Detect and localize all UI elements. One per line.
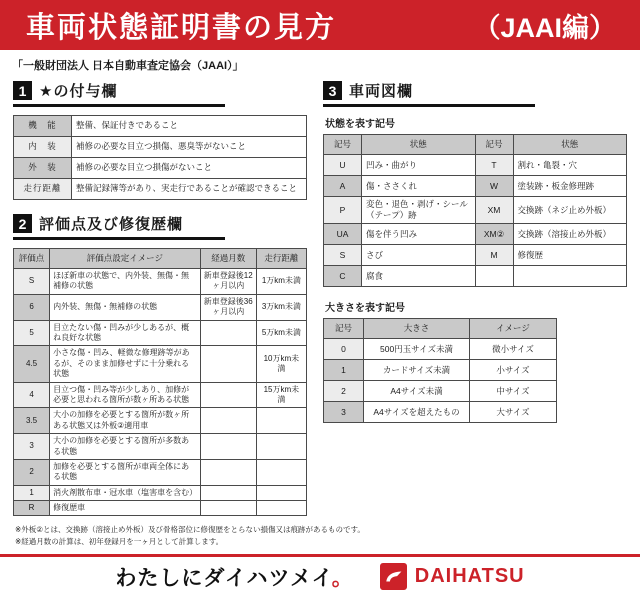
months-cell bbox=[200, 346, 256, 382]
symbol-cell: U bbox=[324, 155, 362, 176]
distance-cell bbox=[256, 459, 306, 485]
distance-cell: 3万km未満 bbox=[256, 294, 306, 320]
distance-cell bbox=[256, 434, 306, 460]
section-number-badge: 3 bbox=[323, 81, 342, 100]
column-header-score: 評価点 bbox=[14, 249, 50, 269]
desc-cell: 修復歴車 bbox=[50, 501, 201, 516]
table-row bbox=[14, 382, 307, 408]
table-row bbox=[14, 294, 307, 320]
score-cell: 1 bbox=[14, 485, 50, 500]
page-title: 車両状態証明書の見方 bbox=[26, 11, 337, 44]
distance-cell: 10万km未満 bbox=[256, 346, 306, 382]
column-header-symbol: 記号 bbox=[324, 319, 364, 339]
desc-cell: 大小の加修を必要とする箇所が数ヶ所ある状態又は外板②適用車 bbox=[50, 408, 201, 434]
size-cell: A4サイズを超えたもの bbox=[364, 402, 470, 423]
table-row bbox=[324, 266, 627, 287]
score-cell: 2 bbox=[14, 459, 50, 485]
state-cell-empty bbox=[513, 266, 627, 287]
symbol-cell: A bbox=[324, 176, 362, 197]
footnote: ※経過月数の計算は、初年登録月を一ヶ月として計算します。 bbox=[15, 536, 224, 546]
symbol-cell: XM② bbox=[475, 224, 513, 245]
score-cell: 6 bbox=[14, 294, 50, 320]
state-cell: さび bbox=[362, 245, 476, 266]
months-cell bbox=[200, 485, 256, 500]
footnotes bbox=[0, 516, 640, 547]
desc-cell: 消火剤散布車・冠水車（塩害車を含む） bbox=[50, 485, 201, 500]
table-row bbox=[14, 459, 307, 485]
footer bbox=[0, 557, 640, 597]
symbol-cell: M bbox=[475, 245, 513, 266]
table-row bbox=[14, 434, 307, 460]
symbol-cell: UA bbox=[324, 224, 362, 245]
table-row bbox=[324, 245, 627, 266]
state-cell: 傷・ささくれ bbox=[362, 176, 476, 197]
months-cell bbox=[200, 459, 256, 485]
table-row bbox=[14, 346, 307, 382]
desc-cell: 目立たない傷・凹みが少しあるが、概ね良好な状態 bbox=[50, 320, 201, 346]
column-header-distance: 走行距離 bbox=[256, 249, 306, 269]
table-row bbox=[14, 179, 307, 200]
column-header-state: 状態 bbox=[513, 135, 627, 155]
table-row bbox=[14, 408, 307, 434]
column-header-image: イメージ bbox=[470, 319, 557, 339]
table-row bbox=[14, 485, 307, 500]
evaluation-table bbox=[13, 248, 307, 516]
score-cell: 5 bbox=[14, 320, 50, 346]
table-row bbox=[324, 339, 557, 360]
org-name: 「一般財団法人 日本自動車査定協会（JAAI）」 bbox=[12, 60, 244, 72]
state-symbol-table bbox=[323, 134, 627, 287]
desc-cell: 加修を必要とする箇所が車両全体にある状態 bbox=[50, 459, 201, 485]
table-row bbox=[324, 402, 557, 423]
row-label: 外 装 bbox=[14, 158, 72, 179]
state-cell: 修復歴 bbox=[513, 245, 627, 266]
score-cell: R bbox=[14, 501, 50, 516]
row-label: 走行距離 bbox=[14, 179, 72, 200]
symbol-cell: XM bbox=[475, 197, 513, 224]
state-cell: 変色・退色・剥げ・シール（テープ）跡 bbox=[362, 197, 476, 224]
table-header-row bbox=[14, 249, 307, 269]
months-cell bbox=[200, 382, 256, 408]
table-row bbox=[324, 381, 557, 402]
state-cell: 交換跡（溶接止め外板） bbox=[513, 224, 627, 245]
section-number-badge: 1 bbox=[13, 81, 32, 100]
image-cell: 小サイズ bbox=[470, 360, 557, 381]
desc-cell: 目立つ傷・凹み等が少しあり、加修が必要と思われる箇所が数ヶ所ある状態 bbox=[50, 382, 201, 408]
state-cell: 塗装跡・板金修理跡 bbox=[513, 176, 627, 197]
image-cell: 大サイズ bbox=[470, 402, 557, 423]
symbol-cell: T bbox=[475, 155, 513, 176]
score-cell: 3.5 bbox=[14, 408, 50, 434]
left-column bbox=[13, 80, 307, 516]
desc-cell: ほぼ新車の状態で、内外装、無傷・無補修の状態 bbox=[50, 269, 201, 295]
row-desc: 補修の必要な目立つ損傷がないこと bbox=[72, 158, 307, 179]
column-header-desc: 評価点設定イメージ bbox=[50, 249, 201, 269]
section3-header bbox=[323, 80, 535, 107]
column-header-months: 経過月数 bbox=[200, 249, 256, 269]
table-row bbox=[14, 158, 307, 179]
column-header-size: 大きさ bbox=[364, 319, 470, 339]
symbol-cell: W bbox=[475, 176, 513, 197]
size-symbol-table bbox=[323, 318, 557, 423]
table-row bbox=[324, 360, 557, 381]
section-number-badge: 2 bbox=[13, 214, 32, 233]
table-row bbox=[324, 224, 627, 245]
image-cell: 微小サイズ bbox=[470, 339, 557, 360]
distance-cell bbox=[256, 501, 306, 516]
size-table-subtitle: 大きさを表す記号 bbox=[325, 303, 405, 315]
edition-label: （JAAI編） bbox=[473, 12, 616, 43]
distance-cell bbox=[256, 408, 306, 434]
symbol-cell: 2 bbox=[324, 381, 364, 402]
score-cell: 3 bbox=[14, 434, 50, 460]
state-table-subtitle: 状態を表す記号 bbox=[325, 119, 395, 130]
table-row bbox=[324, 176, 627, 197]
slogan-period: 。 bbox=[331, 566, 354, 590]
row-label: 内 装 bbox=[14, 137, 72, 158]
months-cell bbox=[200, 501, 256, 516]
state-cell: 傷を伴う凹み bbox=[362, 224, 476, 245]
distance-cell: 15万km未満 bbox=[256, 382, 306, 408]
symbol-cell: 3 bbox=[324, 402, 364, 423]
symbol-cell: 1 bbox=[324, 360, 364, 381]
main-content bbox=[0, 78, 640, 516]
state-cell: 凹み・曲がり bbox=[362, 155, 476, 176]
daihatsu-wordmark: DAIHATSU bbox=[414, 565, 525, 588]
symbol-cell: P bbox=[324, 197, 362, 224]
table-header-row bbox=[324, 135, 627, 155]
column-header-symbol: 記号 bbox=[324, 135, 362, 155]
size-cell: 500円玉サイズ未満 bbox=[364, 339, 470, 360]
distance-cell bbox=[256, 485, 306, 500]
star-grant-table bbox=[13, 115, 307, 200]
symbol-cell-empty bbox=[475, 266, 513, 287]
months-cell: 新車登録後12ヶ月以内 bbox=[200, 269, 256, 295]
months-cell: 新車登録後36ヶ月以内 bbox=[200, 294, 256, 320]
desc-cell: 内外装、無傷・無補修の状態 bbox=[50, 294, 201, 320]
table-row bbox=[14, 320, 307, 346]
desc-cell: 大小の加修を必要とする箇所が多数ある状態 bbox=[50, 434, 201, 460]
score-cell: S bbox=[14, 269, 50, 295]
symbol-cell: S bbox=[324, 245, 362, 266]
footnote: ※外板②とは、交換跡（溶接止め外板）及び骨格部位に修復歴をとらない損傷又は痕跡があるものです。 bbox=[15, 525, 365, 535]
symbol-cell: C bbox=[324, 266, 362, 287]
section2-title: 評価点及び修復歴欄 bbox=[39, 216, 184, 233]
section1-header bbox=[13, 80, 225, 107]
row-label: 機 能 bbox=[14, 116, 72, 137]
months-cell bbox=[200, 408, 256, 434]
column-header-symbol: 記号 bbox=[475, 135, 513, 155]
row-desc: 整備、保証付きであること bbox=[72, 116, 307, 137]
state-cell: 割れ・亀裂・穴 bbox=[513, 155, 627, 176]
section1-title: ★の付与欄 bbox=[39, 83, 118, 100]
months-cell bbox=[200, 320, 256, 346]
distance-cell: 1万km未満 bbox=[256, 269, 306, 295]
distance-cell: 5万km未満 bbox=[256, 320, 306, 346]
table-row bbox=[14, 501, 307, 516]
table-header-row bbox=[324, 319, 557, 339]
state-cell: 腐食 bbox=[362, 266, 476, 287]
table-row bbox=[324, 155, 627, 176]
section3-title: 車両図欄 bbox=[349, 83, 414, 100]
column-header-state: 状態 bbox=[362, 135, 476, 155]
daihatsu-logo-icon bbox=[380, 563, 407, 590]
right-column bbox=[323, 80, 627, 516]
score-cell: 4 bbox=[14, 382, 50, 408]
table-row bbox=[14, 137, 307, 158]
daihatsu-slogan bbox=[115, 562, 353, 592]
size-cell: A4サイズ未満 bbox=[364, 381, 470, 402]
symbol-cell: 0 bbox=[324, 339, 364, 360]
image-cell: 中サイズ bbox=[470, 381, 557, 402]
table-row bbox=[14, 116, 307, 137]
row-desc: 補修の必要な目立つ損傷、悪臭等がないこと bbox=[72, 137, 307, 158]
table-row bbox=[324, 197, 627, 224]
section2-header bbox=[13, 213, 225, 240]
table-row bbox=[14, 269, 307, 295]
desc-cell: 小さな傷・凹み、軽微な修理跡等があるが、そのまま加修せずに十分乗れる状態 bbox=[50, 346, 201, 382]
state-cell: 交換跡（ネジ止め外板） bbox=[513, 197, 627, 224]
row-desc: 整備記録簿等があり、実走行であることが確認できること bbox=[72, 179, 307, 200]
score-cell: 4.5 bbox=[14, 346, 50, 382]
slogan-text: わたしにダイハツメイ bbox=[115, 566, 332, 590]
header-banner bbox=[0, 0, 640, 50]
size-cell: カードサイズ未満 bbox=[364, 360, 470, 381]
daihatsu-brand bbox=[380, 563, 525, 590]
months-cell bbox=[200, 434, 256, 460]
